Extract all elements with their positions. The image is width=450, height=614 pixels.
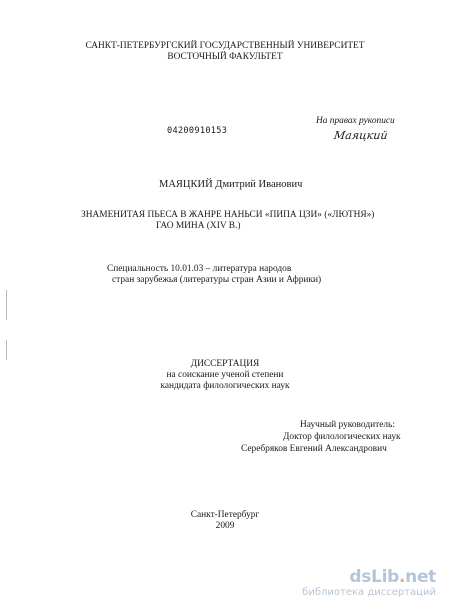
thesis-title-line-2: ГАО МИНА (XIV В.) bbox=[156, 221, 241, 231]
supervisor-name: Серебряков Евгений Александрович bbox=[241, 444, 387, 454]
dslib-watermark[interactable] bbox=[302, 568, 436, 599]
logo-tld-text: net bbox=[405, 567, 436, 587]
author-name: МАЯЦКИЙ Дмитрий Иванович bbox=[159, 179, 303, 190]
dslib-logo bbox=[302, 568, 436, 586]
dissertation-degree-line-2: кандидата филологических наук bbox=[160, 381, 290, 391]
specialty-line-1: Специальность 10.01.03 – литература народов bbox=[107, 264, 292, 274]
dissertation-degree-line-1: на соискание ученой степени bbox=[166, 370, 284, 380]
logo-main-text: dsLib bbox=[349, 567, 399, 587]
logo-dot: . bbox=[398, 567, 406, 587]
faculty-name: ВОСТОЧНЫЙ ФАКУЛЬТЕТ bbox=[167, 52, 283, 62]
supervisor-degree: Доктор филологических наук bbox=[283, 432, 401, 442]
specialty-line-2: стран зарубежья (литературы стран Азии и Африки) bbox=[112, 275, 322, 285]
dissertation-heading: ДИССЕРТАЦИЯ bbox=[190, 359, 260, 369]
registration-number: 04200910153 bbox=[167, 126, 228, 136]
scan-margin-mark bbox=[6, 340, 7, 360]
handwritten-signature: Маяцкий bbox=[333, 129, 389, 142]
city: Санкт-Петербург bbox=[190, 510, 260, 520]
thesis-title-line-1: ЗНАМЕНИТАЯ ПЬЕСА В ЖАНРЕ НАНЬСИ «ПИПА ЦЗИ» («ЛЮТНЯ») bbox=[81, 210, 375, 220]
rights-note: На правах рукописи bbox=[316, 116, 395, 126]
scan-margin-mark bbox=[6, 290, 7, 320]
watermark-subtitle: библиотека диссертаций bbox=[302, 587, 436, 598]
supervisor-label: Научный руководитель: bbox=[300, 420, 395, 430]
year: 2009 bbox=[215, 521, 235, 531]
university-name: САНКТ-ПЕТЕРБУРГСКИЙ ГОСУДАРСТВЕННЫЙ УНИВЕРСИТЕТ bbox=[85, 41, 365, 51]
